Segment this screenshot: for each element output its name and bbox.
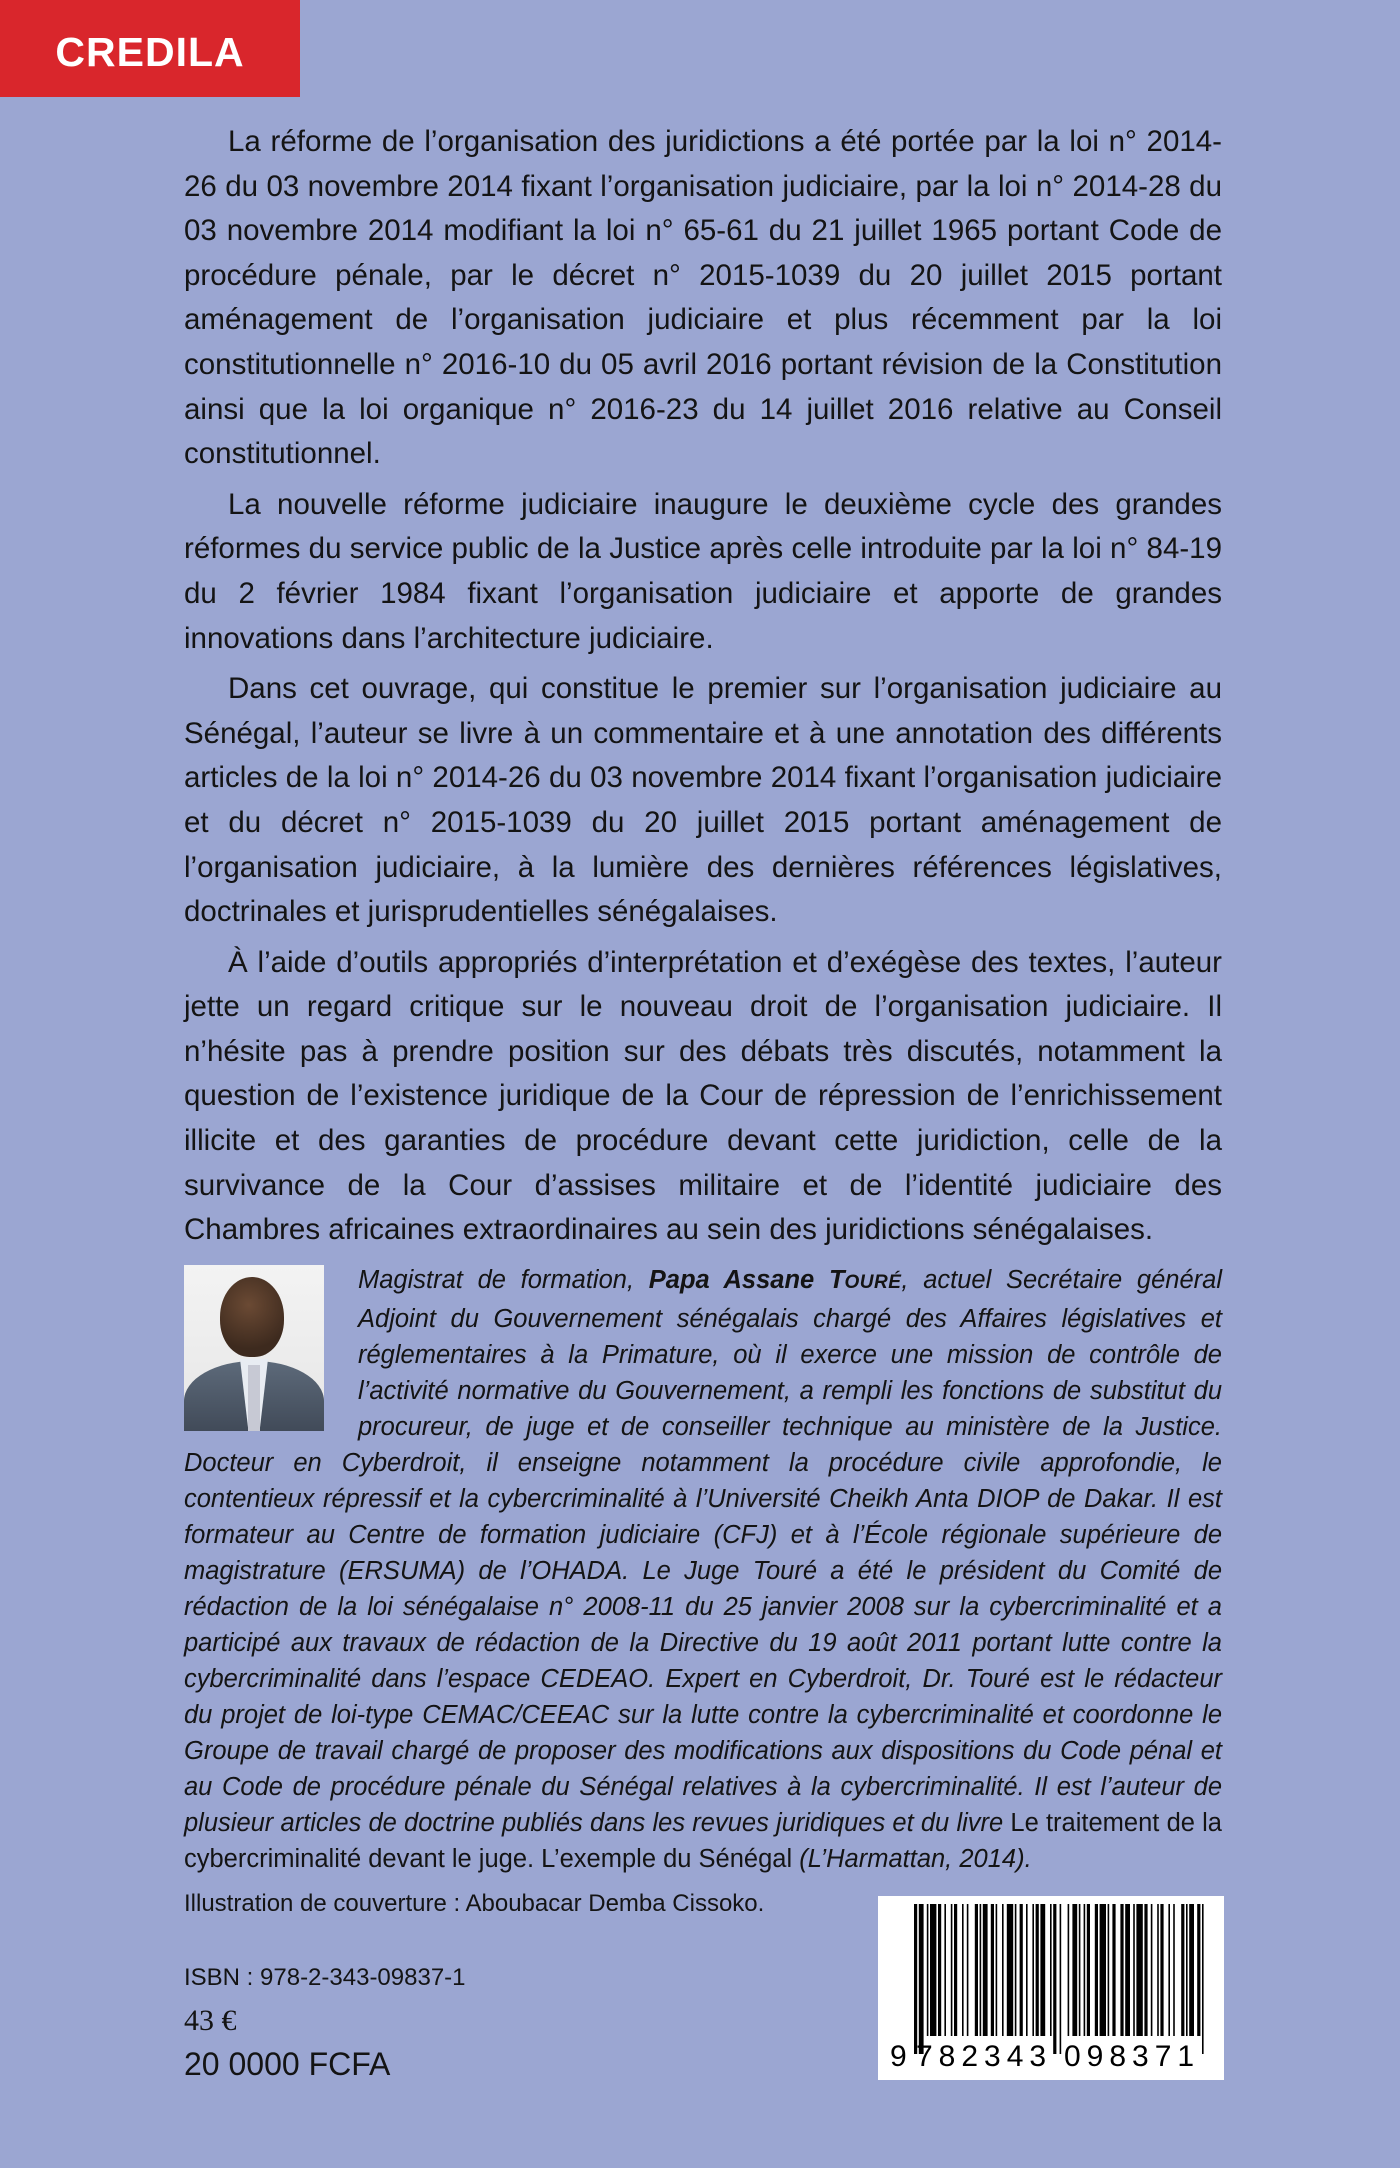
barcode-bar (1087, 1904, 1090, 2036)
barcode-bar (1120, 1904, 1123, 2036)
barcode-bar (1136, 1904, 1142, 2036)
barcode-digits-right: 098371 (1064, 2040, 1201, 2073)
barcode-bar (1173, 1904, 1175, 2036)
barcode-bar (983, 1904, 988, 2036)
barcode-bar (1007, 1904, 1013, 2036)
barcode-bar (1186, 1904, 1188, 2036)
barcode-bar (996, 1904, 998, 2036)
barcode-bar (954, 1904, 957, 2036)
barcode-bar (944, 1904, 946, 2036)
summary-paragraph: Dans cet ouvrage, qui constitue le premier sur l’organisation judiciaire au Sénégal, l’auteur se livre à un commentaire et à une annotation des différents articles de la loi n° 2014-26 du 03 novembre 2014 fixant l’organisation judiciaire et du décret n° 2015-1039 du 20 juillet 2015 portant aménagement de l’organisation judiciaire, à la lumière des dernières références législatives, doctrinales et jurisprudentielles sénégalaises. (184, 672, 1222, 929)
barcode-bar (975, 1904, 978, 2036)
barcode-bar (1133, 1904, 1135, 2036)
author-biography (184, 1262, 1222, 1877)
barcode-bar (1189, 1904, 1194, 2036)
barcode-bar (919, 1904, 924, 2054)
barcode-bar (1020, 1904, 1023, 2036)
barcode-bar (1072, 1904, 1077, 2036)
barcode-digit-first: 9 (890, 2040, 907, 2073)
barcode-bar (1026, 1904, 1028, 2036)
barcode-bar (1112, 1904, 1115, 2036)
barcode-bar (1095, 1904, 1098, 2036)
barcode-bar (951, 1904, 953, 2036)
barcode-bar (1168, 1904, 1170, 2036)
barcode-bar (1050, 1904, 1052, 2036)
summary-paragraph: À l’aide d’outils appropriés d’interprétation et d’exégèse des textes, l’auteur jette un regard critique sur le nouveau droit de l’organisation judiciaire. Il n’hésite pas à prendre position sur des débats très discutés, notamment la question de l’existence juridique de la Cour de répression de l’enrichissement illicite et des garanties de procédure devant cette juridiction, celle de la survivance de la Cour d’assises militaire et de l’identité judiciaire des Chambres africaines extraordinaires au sein des juridictions sénégalaises. (184, 945, 1222, 1247)
barcode-bar (980, 1904, 982, 2036)
publisher-logo (0, 0, 300, 97)
price-fcfa: 20 0000 FCFA (184, 2046, 391, 2082)
barcode-bar (1002, 1904, 1004, 2036)
barcode-bar (991, 1904, 994, 2036)
author-name: Papa Assane TOURÉ (648, 1266, 902, 1294)
barcode-bar (1108, 1904, 1110, 2036)
barcode-bar (1100, 1904, 1106, 2036)
barcode-bar (1202, 1904, 1204, 2054)
barcode-bar (1157, 1904, 1159, 2036)
barcode-bar (938, 1904, 941, 2036)
author-intro: Magistrat de formation, (358, 1266, 649, 1294)
barcode-bar (1053, 1904, 1056, 2054)
barcode-bar (1015, 1904, 1017, 2036)
barcode-bar (1197, 1904, 1200, 2036)
barcode-bar (927, 1904, 929, 2036)
barcode-bar (1032, 1904, 1034, 2036)
author-bio: , actuel Secrétaire général Adjoint du Gouvernement sénégalais chargé des Affaires législatives et réglementaires à la Primature, où il exerce une mission de contrôle de l’activité normative du Gouvernement, a rempli les fonctions de substitut du procureur, de juge et de conseiller technique au ministère de la Justice. Docteur en Cyberdroit, il enseigne notamment la procédure civile approfondie, le contentieux répressif et la cybercriminalité à l’Université Cheikh Anta DIOP de Dakar. Il est formateur au Centre de formation judiciaire (CFJ) et à l’École régionale supérieure de magistrature (ERSUMA) de l’OHADA. Le Juge Touré a été le président du Comité de rédaction de la loi sénégalaise n° 2008-11 du 25 janvier 2008 sur la cybercriminalité et a participé aux travaux de rédaction de la Directive du 19 août 2011 portant lutte contre la cybercriminalité dans l’espace CEDEAO. Expert en Cyberdroit, Dr. Touré est le rédacteur du projet de loi-type CEMAC/CEEAC sur la lutte contre la cybercriminalité et coordonne le Groupe de travail chargé de proposer des modifications aux dispositions du Code pénal et au Code de procédure pénale du Sénégal relatives à la cybercriminalité. Il est l’auteur de plusieur articles de doctrine publiés dans les revues juridiques et du livre (184, 1266, 1222, 1837)
barcode-digits-left: 782343 (916, 2040, 1053, 2073)
price-eur: 43 € (184, 2004, 237, 2037)
isbn: ISBN : 978-2-343-09837-1 (184, 1964, 466, 1991)
barcode-bar (1144, 1904, 1147, 2036)
barcode-bar (1160, 1904, 1163, 2036)
publisher-label: CREDILA (55, 29, 245, 75)
barcode-bar (1151, 1904, 1153, 2036)
barcode-bar (1060, 1904, 1062, 2054)
barcode-bar (1181, 1904, 1184, 2036)
barcode-bar (1125, 1904, 1130, 2036)
author-photo (184, 1265, 324, 1431)
barcode-bar (914, 1904, 917, 2054)
summary-paragraph: La réforme de l’organisation des juridictions a été portée par la loi n° 2014-26 du 03 novembre 2014 fixant l’organisation judiciaire, par la loi n° 2014-28 du 03 novembre 2014 modifiant la loi n° 65-61 du 21 juillet 1965 portant Code de procédure pénale, par le décret n° 2015-1039 du 20 juillet 2015 portant aménagement de l’organisation judiciaire et plus récemment par la loi constitutionnelle n° 2016-10 du 05 avril 2016 portant révision de la Constitution ainsi que la loi organique n° 2016-23 du 14 juillet 2016 relative au Conseil constitutionnel. (184, 125, 1222, 471)
cover-credit: Illustration de couverture : Aboubacar Demba Cissoko. (184, 1890, 765, 1917)
barcode (878, 1896, 1224, 2080)
book-title: Le traitement de la cybercriminalité devant le juge. L’exemple du Sénégal (184, 1809, 1222, 1873)
barcode-bar (1036, 1904, 1039, 2036)
barcode-bar (1084, 1904, 1086, 2036)
book-publisher: (L’Harmattan, 2014). (792, 1845, 1032, 1873)
barcode-bar (1068, 1904, 1070, 2036)
barcode-graphic (878, 1896, 1224, 2080)
barcode-bar (967, 1904, 969, 2036)
book-summary (184, 120, 1222, 1259)
barcode-bar (962, 1904, 964, 2036)
barcode-bar (930, 1904, 936, 2036)
barcode-bar (1079, 1904, 1081, 2036)
barcode-bar (1040, 1904, 1045, 2036)
summary-paragraph: La nouvelle réforme judiciaire inaugure le deuxième cycle des grandes réformes du service public de la Justice après celle introduite par la loi n° 84-19 du 2 février 1984 fixant l’organisation judiciaire et apporte de grandes innovations dans l’architecture judiciaire. (184, 487, 1222, 655)
